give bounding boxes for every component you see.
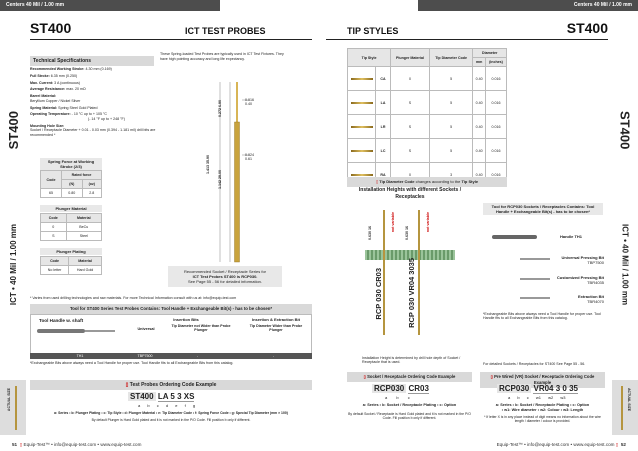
rcp-tool-handle: Handle TH1: [560, 234, 583, 239]
page-number-left: 51: [12, 442, 18, 447]
tool-handle-label: Tool Handle w. shaft: [39, 318, 84, 323]
rcp-detail: For detailed Sockets / Receptacles for ST400 See Page 55 - 56.: [483, 362, 586, 366]
spec-barrel-value: Beryllium Copper / Nickel Silver: [30, 98, 81, 103]
tip-col-plunger: Plunger Material: [391, 49, 430, 67]
insertion-bits-label: Insertion Bits: [173, 317, 199, 322]
intro-text: These Spring-loaded Test Probes are typically used in ICT Test Fixtures. They have high pointing accuracy and long life expectancy.: [160, 52, 284, 61]
rcp-tools-title: Tool for RCP030 Sockets / Receptacles Contains: Tool Handle + Exchangeable Bit(s) - has to be chosen*: [483, 203, 603, 215]
order-left-code: ST400 LA 5 3 XS: [130, 392, 195, 401]
side-model-left: ST400: [5, 110, 21, 150]
spring-col-code: Code: [41, 171, 62, 189]
page-subtitle-left: ICT TEST PROBES: [185, 26, 266, 36]
recommend-box: [168, 266, 282, 287]
actual-size-label-right: ACTUAL SIZE: [627, 388, 631, 412]
tip-ra-image: [351, 174, 373, 176]
spec-line: Recommended Working Stroke: 4.30 mm (0.169): [30, 67, 112, 71]
probe-drawing: [190, 80, 280, 270]
order-right-code: RCP030 VR04 3 0 35: [499, 384, 578, 393]
tip-ca-image: [351, 78, 373, 80]
specs-title: Technical Specifications: [30, 56, 154, 66]
order-left-title: ▯ Test Probes Ordering Code Example: [30, 380, 312, 390]
tool-code-handle: TH1: [76, 354, 84, 358]
install-socket-2: RCP 030 VR04 3035: [407, 258, 416, 328]
tip-lc-image: [351, 150, 373, 152]
wider-tip-label: Tip Diameter Wider than Probe Plunger: [249, 324, 303, 332]
page-number-right: 52: [620, 442, 626, 447]
spec-line: Average Resistance: max. 20 mΩ: [30, 87, 86, 92]
install-note: Installation Height is determined by drill hole depth of Socket / Receptacle that is used.: [362, 356, 461, 365]
spec-barrel: Barrel Material:: [30, 94, 57, 99]
tip-col-inch: (inches): [485, 58, 506, 67]
table-row: LA S 5 0.40 0.016: [348, 91, 507, 115]
install-pcb2: not variable: [426, 212, 430, 233]
order-left-note: By default Plunger is Hard Gold plated and it is not marked in the P/O Code. Fill position b only if different.: [91, 418, 251, 422]
order-right-legend: a: Series • b: Socket / Receptacle Plating • c: Option: [495, 403, 590, 407]
plating-table: [40, 256, 102, 275]
rcp-tool-custom: Customized Pressing Bit TBR4035: [556, 275, 604, 285]
top-band-right: [418, 0, 638, 11]
side-model-right: ST400: [617, 110, 633, 150]
tool-codes-bar: [30, 353, 312, 359]
actual-size-probe-left: [15, 386, 17, 430]
footer-right: Equip-Test™ • info@equip-test.com • www.equip-test.com ▯ 52: [496, 442, 626, 447]
probe-plunger: [236, 82, 238, 122]
plunger-col-code: Code: [41, 214, 67, 223]
table-row: CA 0 5 0.40 0.016: [348, 67, 507, 91]
custom-bit-image: [520, 278, 550, 280]
plunger-table: [40, 213, 102, 241]
handle-image: [492, 235, 537, 239]
table-row: LC S 5 0.40 0.016: [348, 139, 507, 163]
spring-table-title: Spring Force at Working Stroke (2/3): [40, 158, 102, 170]
recommend-line2: ICT Test Probes ST400 is RCP030.: [192, 274, 258, 279]
spec-line: Full Stroke: 6.35 mm (0.250): [30, 73, 78, 78]
tip-la-image: [351, 102, 373, 104]
tools-note: *Exchangeable Bits above always need a Tool Handle for proper use. Tool Handle fits to all Exchangeable Bits from this catalog.: [30, 361, 234, 365]
tools-title: Tool for ST400 Series Test Probes Contains: Tool Handle + Exchangeable Bit(s) - has to be chosen*: [30, 304, 312, 314]
actual-size-probe-right: [621, 386, 623, 430]
table-row: 65 0.80 2.8: [41, 189, 102, 198]
page-title-left: ST400: [30, 20, 72, 36]
spring-col-n: (N): [62, 180, 83, 189]
table-row: S Steel: [41, 232, 102, 241]
tip-col-diameter: Diameter: [473, 49, 507, 58]
order-mid-letters: a b c: [385, 395, 410, 400]
footer-link-right[interactable]: Equip-Test™ • info@equip-test.com • www.equip-test.com: [496, 442, 615, 447]
page-subtitle-right: TIP STYLES: [347, 26, 399, 36]
spring-col-force: Rated force: [62, 171, 102, 180]
plating-table-title: Plunger Plating: [40, 248, 102, 255]
header-rule-right: [326, 39, 608, 40]
footnote-left: * Varies from used drilling technologies and raw materials. For more Technical Information consult with us at: info@equip-test.com: [30, 296, 237, 300]
dim-plunger-len: 0.272 6.90: [218, 100, 222, 117]
spec-temp-f: (- 14 °F up to + 248 °F): [88, 116, 125, 121]
tool-shaft-image: [85, 330, 115, 332]
spec-spring: Spring Material: Spring Steel Gold Plated: [30, 105, 98, 110]
universal-bit-image: [520, 258, 550, 260]
order-left-legend: a: Series • b: Plunger Plating • c: Tip Style • d: Plunger Material • e: Tip Diameter Code • f: Spring Force Code • g: Special Tip Diameter (mm × 100): [54, 411, 288, 415]
tip-lr-image: [351, 126, 373, 128]
order-right-title: ▯ Pre Wired (VR) Socket / Receptacle Ordering Code Example: [480, 372, 605, 388]
extraction-bit-label: Insertion & Extraction Bit: [251, 317, 300, 322]
install-socket-1: RCP 030 CR03: [374, 268, 383, 320]
tool-code-wider: -: [272, 354, 275, 358]
spec-mount: Mounting Hole Size:: [30, 123, 65, 128]
probe-2: [418, 210, 420, 335]
footer-left: 51 ▯ Equip-Test™ • info@equip-test.com • www.equip-test.com: [12, 442, 142, 447]
spec-line: Max. Current: 3 A (continuous): [30, 80, 80, 85]
plating-col-material: Material: [69, 257, 102, 266]
actual-size-left: [0, 380, 26, 435]
plating-col-code: Code: [41, 257, 69, 266]
page-title-right: ST400: [566, 20, 608, 36]
dim-barrel-dia: 0.024 0.61: [245, 153, 254, 162]
extraction-bit-image: [520, 297, 550, 299]
probe-barrel: [235, 122, 240, 262]
rcp-tools-note: *Exchangeable Bits above always need a Tool Handle for proper use. Tool Handle fits to all Exchangeable Bits from this catalog.: [483, 312, 601, 321]
spec-mount-value: Socket / Receptacle Diameter + 0.01 - 0.03 mm (0.394 - 1.181 mil) drill bits are recommended *: [30, 128, 156, 137]
spec-temp: Operating Temperature: - 10 °C up to + 105 °C: [30, 112, 108, 117]
side-center-left: ICT • 40 Mil / 1.00 mm: [8, 224, 18, 306]
band-right-text: Centers 40 Mil / 1.00 mm: [573, 2, 632, 8]
tip-col-style: Tip Style: [348, 49, 391, 67]
smaller-tip-label: Tip Diameter not Wider than Probe Plunger: [171, 324, 231, 332]
order-mid-title: ▯ Socket / Receptacle Ordering Code Example: [347, 372, 472, 382]
tool-code-universal: TBP7500: [137, 354, 153, 358]
tools-panel: [30, 314, 312, 358]
tool-code-smaller: -: [196, 354, 199, 358]
spring-col-oz: (oz): [82, 180, 101, 189]
table-row: RA 0 3 0.40 0.016: [348, 163, 507, 187]
install-h2: 0.630 16: [405, 226, 409, 240]
dim-barrel-len: 1.142 29.00: [218, 170, 222, 189]
probe-1: [383, 210, 385, 335]
dim-total-len: 1.413 35.90: [206, 155, 210, 174]
header-rule-left: [30, 39, 312, 40]
tip-caption: ▯ Tip Diameter Code changes according to the Tip Style: [347, 177, 507, 187]
tip-col-mm: mm: [473, 58, 486, 67]
rcp-tool-universal: Universal Pressing Bit TBP7500: [561, 255, 604, 265]
tool-handle-image: [37, 329, 85, 333]
plunger-col-material: Material: [66, 214, 101, 223]
universal-label: Universal: [137, 327, 155, 331]
install-h1: 0.630 16: [368, 226, 372, 240]
actual-size-right: [612, 380, 638, 435]
recommend-line1: Recommended Socket / Receptacle Series for: [183, 269, 267, 274]
tip-styles-table: [347, 48, 507, 187]
dim-plunger-dia: 0.016 0.40: [245, 98, 254, 107]
install-pcb1: not variable: [391, 212, 395, 233]
table-row: LR S 5 0.40 0.016: [348, 115, 507, 139]
plunger-table-title: Plunger Material: [40, 205, 102, 212]
table-row: 0 BeCu: [41, 223, 102, 232]
actual-size-label-left: ACTUAL SIZE: [7, 388, 11, 412]
side-center-right: ICT • 40 Mil / 1.00 mm: [620, 224, 630, 306]
tip-col-code: Tip Diameter Code: [429, 49, 473, 67]
footer-link-left[interactable]: Equip-Test™ • info@equip-test.com • www.equip-test.com: [23, 442, 142, 447]
specs-block: [30, 67, 156, 137]
install-title: Installation Heights with different Sockets / Receptacles: [358, 187, 462, 200]
order-right-note: * If letter X is in any place instead of digit means no information about the wire length / diameter / colour is provided.: [484, 415, 601, 423]
order-right-legend2: • w1: Wire diameter • w2: Colour • w3: Length: [501, 408, 584, 412]
order-mid-note: By default Socket / Receptacle is Hard Gold plated and it is not marked in the P/O Code. Fill position b only if different.: [348, 412, 471, 420]
recommend-line3: See Page 55 - 56 for detailed information.: [187, 279, 263, 284]
order-mid-code: RCP030 CR03: [374, 384, 429, 393]
order-right-letters: a b c w1 w2 w3: [508, 395, 566, 400]
rcp-tool-extraction: Extraction Bit TBR4070: [577, 294, 604, 304]
band-left-text: Centers 40 Mil / 1.00 mm: [6, 2, 65, 8]
spring-force-table: [40, 170, 102, 198]
order-mid-legend: a: Series • b: Socket / Receptacle Plating • c: Option: [362, 403, 457, 407]
top-band-left: [0, 0, 220, 11]
order-left-letters: a b c d e f g: [138, 403, 196, 408]
table-row: No letter Hard Gold: [41, 266, 102, 275]
